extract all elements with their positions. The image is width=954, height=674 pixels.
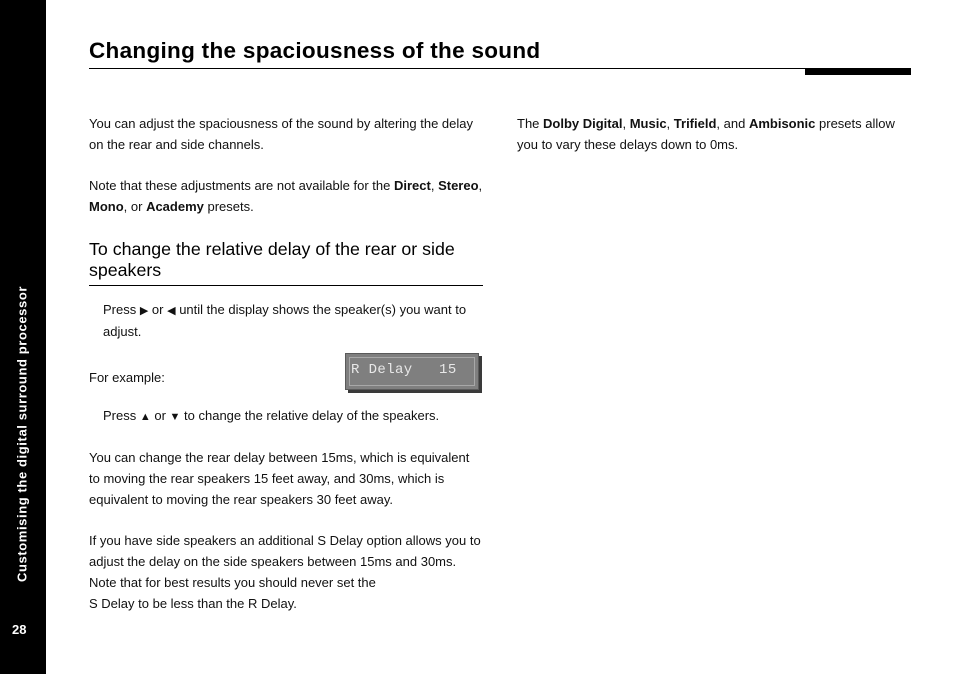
step2-prefix: Press bbox=[103, 407, 140, 423]
preset-ambisonic: Ambisonic bbox=[748, 116, 816, 131]
page-title: Changing the spaciousness of the sound bbox=[89, 38, 541, 63]
preset-mono: Mono bbox=[89, 199, 124, 215]
step2-suffix: to change the relative delay of the speakers. bbox=[180, 407, 440, 423]
presets-paragraph bbox=[517, 114, 911, 156]
up-arrow-icon: ▲ bbox=[139, 410, 151, 423]
preset-stereo: Stereo bbox=[438, 178, 479, 194]
note-paragraph bbox=[89, 176, 483, 218]
example-label: For example: bbox=[89, 369, 165, 385]
right-arrow-icon: ▶ bbox=[139, 304, 149, 317]
side-delay-text: If you have side speakers an additional S Delay option allows you to adjust the delay on the side speakers between 15ms and 30ms. Note that for best results you should never set the bbox=[89, 533, 481, 590]
section-heading: To change the relative delay of the rear or side speakers bbox=[89, 238, 455, 281]
left-arrow-icon: ◀ bbox=[167, 304, 176, 317]
step1-suffix: until the display shows the speaker(s) you want to adjust. bbox=[103, 301, 467, 339]
down-arrow-icon: ▼ bbox=[169, 410, 181, 423]
title-rule-tab bbox=[805, 68, 911, 75]
step1-or: or bbox=[148, 301, 168, 317]
note-prefix: Note that these adjustments are not available for the bbox=[89, 178, 394, 194]
note-suffix: presets. bbox=[203, 199, 254, 215]
sidebar bbox=[0, 0, 46, 674]
title-rule bbox=[89, 68, 911, 69]
sidebar-chapter-title: Customising the digital surround processor bbox=[14, 285, 30, 583]
lcd-display bbox=[345, 353, 479, 390]
step-change-delay bbox=[89, 406, 483, 428]
preset-trifield: Trifield bbox=[673, 116, 717, 131]
presets-prefix: The bbox=[517, 116, 544, 131]
side-delay-text-end: S Delay to be less than the R Delay. bbox=[89, 595, 297, 611]
page-number: 28 bbox=[12, 622, 27, 637]
step1-prefix: Press bbox=[103, 301, 140, 317]
preset-dolby-digital: Dolby Digital bbox=[543, 116, 623, 131]
presets-suffix: presets allow you to vary these delays down to 0ms. bbox=[517, 116, 895, 152]
presets-sep: , and bbox=[716, 116, 749, 131]
intro-paragraph: You can adjust the spaciousness of the sound by altering the delay on the rear and side channels. bbox=[89, 116, 474, 152]
left-column bbox=[89, 114, 483, 615]
step-select-speaker bbox=[89, 300, 483, 343]
preset-direct: Direct bbox=[393, 178, 431, 194]
note-sep: , or bbox=[123, 199, 147, 215]
preset-academy: Academy bbox=[146, 199, 204, 215]
presets-sep: , bbox=[666, 116, 674, 131]
note-sep: , bbox=[430, 178, 439, 194]
section-rule bbox=[89, 285, 483, 286]
right-column bbox=[517, 114, 911, 156]
side-delay-paragraph bbox=[89, 531, 483, 614]
example-row bbox=[89, 353, 483, 395]
presets-sep: , bbox=[622, 116, 630, 131]
step2-or: or bbox=[150, 407, 170, 423]
preset-music: Music bbox=[629, 116, 667, 131]
rear-delay-paragraph: You can change the rear delay between 15ms, which is equivalent to moving the rear speakers 15 feet away, and 30ms, which is equivalent to moving the rear speakers 30 feet away. bbox=[89, 450, 470, 507]
lcd-text: R Delay 15 bbox=[351, 361, 457, 378]
note-sep: , bbox=[478, 178, 483, 194]
